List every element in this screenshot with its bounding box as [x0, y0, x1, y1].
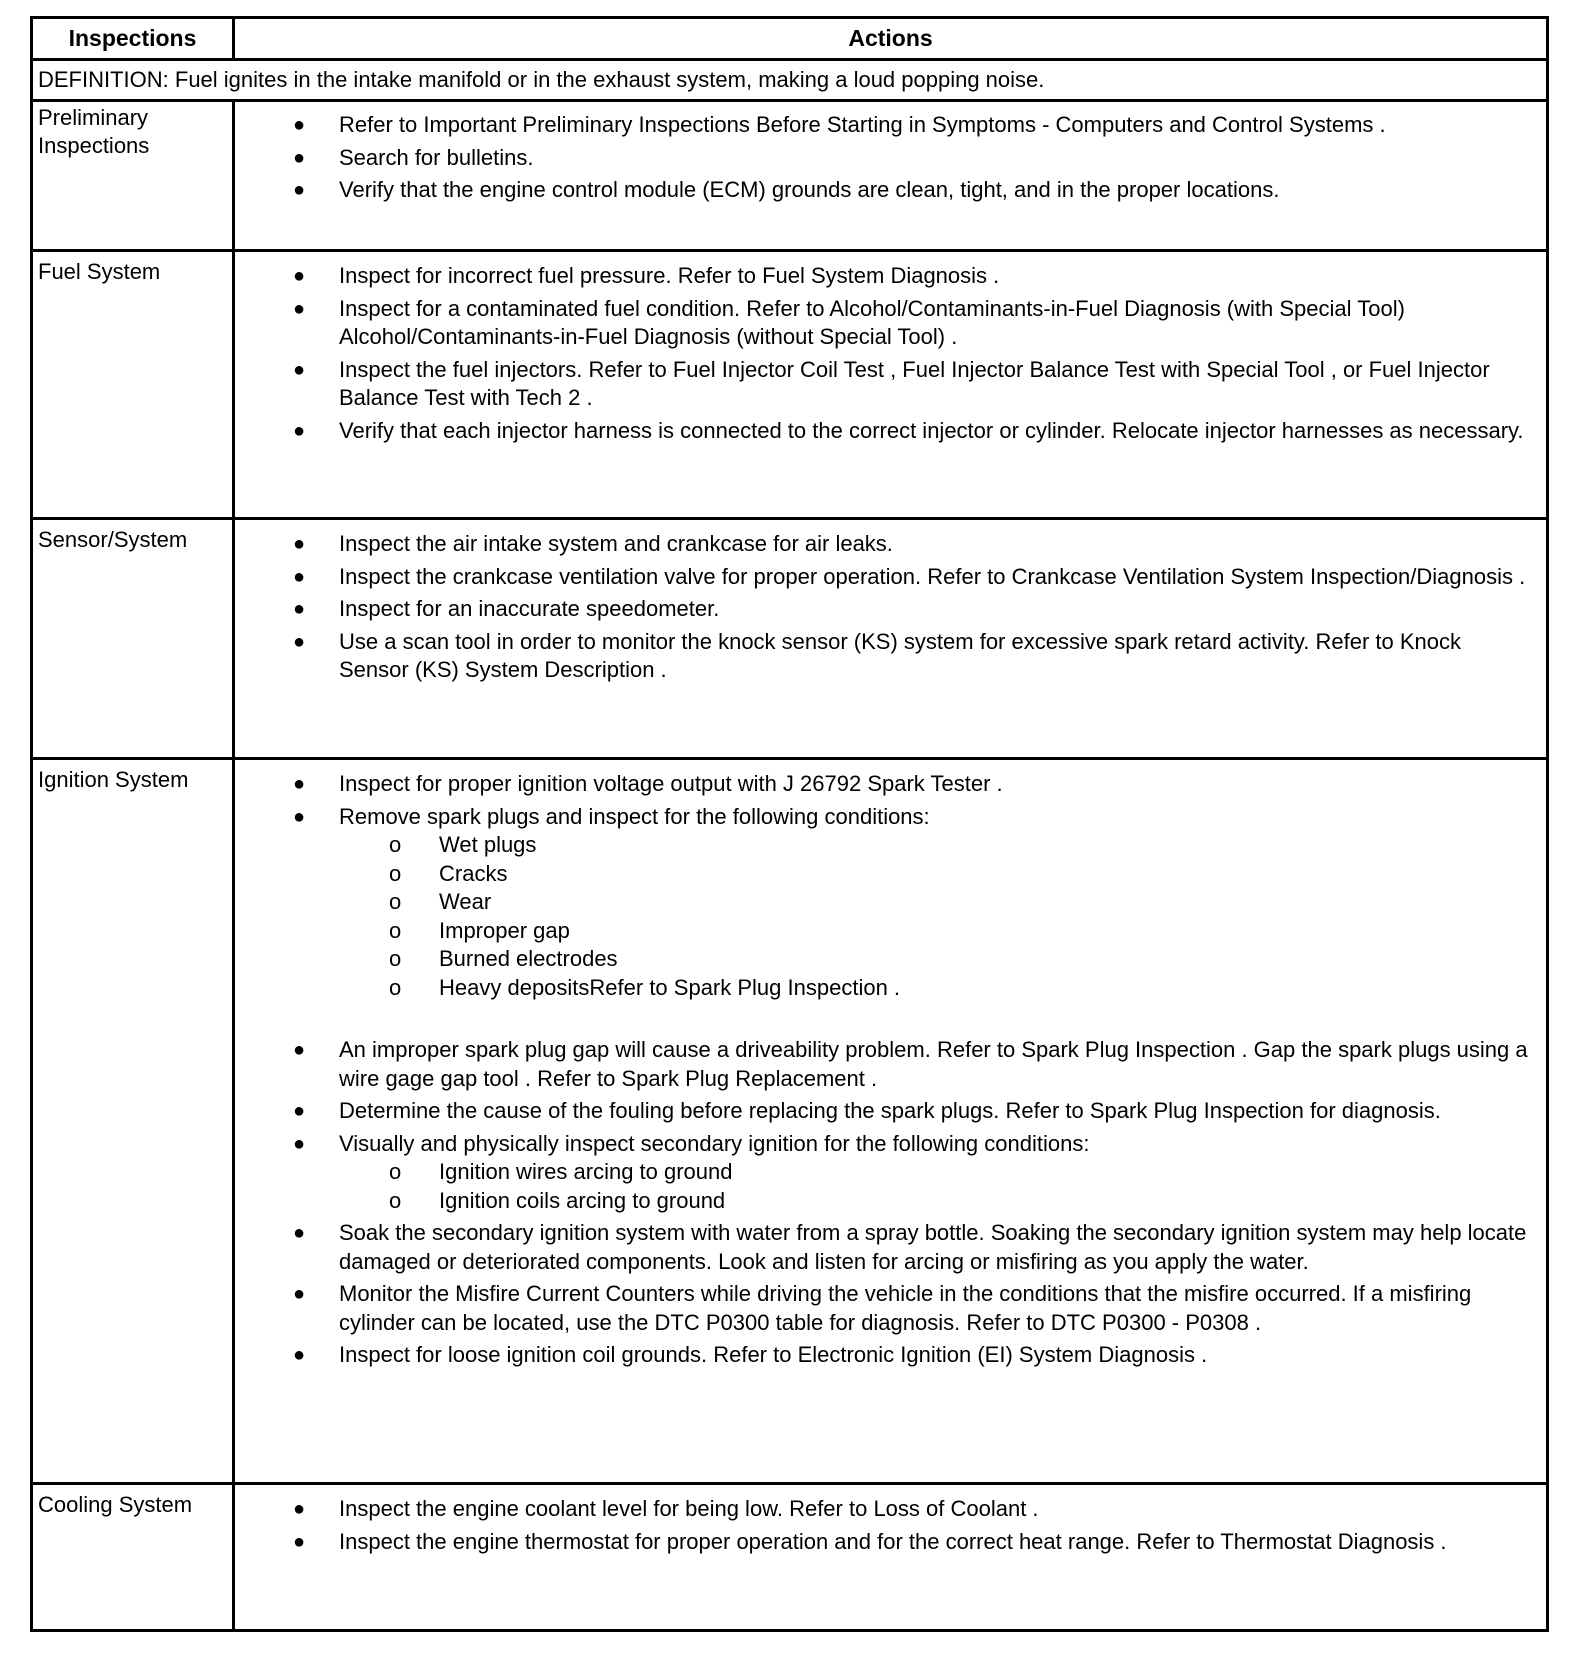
action-list [235, 111, 1534, 205]
inspection-cell: Preliminary Inspections [32, 101, 234, 251]
list-item: ● Visually and physically inspect secondary ignition for the following conditions: o Ignition wires arcing to ground o Ignition coils arcing to ground [235, 1130, 1534, 1216]
action-list [235, 262, 1534, 445]
sub-bullet-icon: o [389, 946, 402, 971]
bullet-icon: ● [293, 265, 306, 287]
sub-bullet-icon: o [389, 1159, 402, 1184]
sub-bullet-icon: o [389, 1187, 402, 1213]
bullet-icon: ● [293, 533, 306, 555]
bullet-icon: ● [293, 805, 306, 828]
list-item: ● Inspect the engine coolant level for being low. Refer to Loss of Coolant . [235, 1495, 1534, 1524]
bullet-icon: ● [293, 598, 306, 620]
inspection-cell: Cooling System [32, 1484, 234, 1631]
list-item: ● Inspect the air intake system and crankcase for air leaks. [235, 530, 1534, 559]
inspection-cell: Sensor/System [32, 519, 234, 759]
list-item: ● Determine the cause of the fouling before replacing the spark plugs. Refer to Spark Plug Inspection for diagnosis. [235, 1097, 1534, 1126]
list-item: ● Inspect for incorrect fuel pressure. Refer to Fuel System Diagnosis . [235, 262, 1534, 291]
actions-cell [234, 101, 1548, 251]
list-item: o Wet plugs [339, 831, 1534, 860]
bullet-icon: ● [293, 1222, 306, 1244]
bullet-icon: ● [293, 114, 306, 136]
action-list [235, 530, 1534, 685]
definition-text: DEFINITION: Fuel ignites in the intake manifold or in the exhaust system, making a loud popping noise. [32, 60, 1548, 101]
plug-condition-list [339, 831, 1534, 1002]
actions-cell [234, 1484, 1548, 1631]
bullet-icon: ● [293, 1530, 306, 1553]
symptom-table [30, 16, 1549, 1632]
action-list [235, 1495, 1534, 1556]
sub-bullet-icon: o [389, 832, 402, 857]
bullet-icon: ● [293, 1132, 306, 1155]
list-item: ● Monitor the Misfire Current Counters while driving the vehicle in the conditions that the misfire occurred. If a misfiring cylinder can be located, use the DTC P0300 table for diagnosis. Refer to DTC P0300 - P0308 . [293, 1281, 1472, 1335]
list-item: o Ignition wires arcing to ground [339, 1158, 1534, 1187]
actions-cell [234, 251, 1548, 519]
actions-cell [234, 519, 1548, 759]
bullet-icon: ● [293, 1498, 306, 1520]
list-item: ● Refer to Important Preliminary Inspections Before Starting in Symptoms - Computers and Control Systems . [235, 111, 1534, 140]
action-list [235, 770, 1534, 1370]
definition-row [32, 60, 1548, 101]
bullet-icon: ● [293, 1100, 306, 1122]
header-actions: Actions [234, 18, 1548, 60]
bullet-icon: ● [293, 1039, 306, 1061]
bullet-icon: ● [293, 1283, 306, 1305]
table-row [32, 519, 1548, 759]
bullet-icon: ● [293, 565, 306, 588]
sub-bullet-icon: o [389, 860, 402, 886]
list-item: ● Use a scan tool in order to monitor the knock sensor (KS) system for excessive spark retard activity. Refer to Knock Sensor (KS) System Description . [293, 628, 1462, 682]
list-item: ● Inspect the engine thermostat for proper operation and for the correct heat range. Refer to Thermostat Diagnosis . [235, 1528, 1534, 1557]
list-item: ● Inspect for a contaminated fuel condition. Refer to Alcohol/Contaminants-in-Fuel Diagnosis (with Special Tool) Alcohol/Contaminants-in-Fuel Diagnosis (without Special Tool) . [293, 295, 1405, 349]
list-item: o Wear [339, 888, 1534, 917]
list-item: o Heavy depositsRefer to Spark Plug Inspection . [339, 974, 1534, 1003]
list-item: o Ignition coils arcing to ground [339, 1187, 1534, 1216]
list-item: ● Remove spark plugs and inspect for the following conditions: o Wet plugs o Cracks o Wear o Improper gap o Burned electrodes o Heavy depositsRefer to Spark Plug Inspection . [235, 803, 1534, 1033]
header-row [32, 18, 1548, 60]
bullet-icon: ● [293, 630, 306, 653]
list-item: ● Search for bulletins. [235, 144, 1534, 173]
bullet-icon: ● [293, 297, 306, 320]
bullet-icon: ● [293, 1344, 306, 1366]
list-item: o Improper gap [339, 917, 1534, 946]
inspection-cell: Fuel System [32, 251, 234, 519]
bullet-icon: ● [293, 146, 306, 169]
table-row [32, 251, 1548, 519]
bullet-icon: ● [293, 419, 306, 442]
list-item: o Burned electrodes [339, 945, 1534, 974]
sub-bullet-icon: o [389, 917, 402, 943]
header-inspections: Inspections [32, 18, 234, 60]
list-item: o Cracks [339, 860, 1534, 889]
list-item: ● Inspect the fuel injectors. Refer to Fuel Injector Coil Test , Fuel Injector Balance Test with Special Tool , or Fuel Injector Balance Test with Tech 2 . [293, 356, 1490, 410]
bullet-icon: ● [293, 179, 306, 201]
inspection-cell: Ignition System [32, 759, 234, 1484]
table-row [32, 1484, 1548, 1631]
table-row [32, 101, 1548, 251]
list-item: ● Inspect the crankcase ventilation valve for proper operation. Refer to Crankcase Ventilation System Inspection/Diagnosis . [235, 563, 1534, 592]
list-item: ● Soak the secondary ignition system with water from a spray bottle. Soaking the secondary ignition system may help locate damaged or deteriorated components. Look and listen for arcing or misfiring as you apply the water. [293, 1220, 1527, 1274]
list-item: ● Verify that the engine control module (ECM) grounds are clean, tight, and in the proper locations. [235, 176, 1534, 205]
list-item: ● Verify that each injector harness is connected to the correct injector or cylinder. Relocate injector harnesses as necessary. [235, 417, 1534, 446]
bullet-icon: ● [293, 773, 306, 795]
list-item: ● Inspect for an inaccurate speedometer. [235, 595, 1534, 624]
list-item: ● Inspect for proper ignition voltage output with J 26792 Spark Tester . [235, 770, 1534, 799]
sub-bullet-icon: o [389, 889, 402, 914]
secondary-condition-list [339, 1158, 1534, 1215]
actions-cell [234, 759, 1548, 1484]
table-row [32, 759, 1548, 1484]
bullet-icon: ● [293, 358, 306, 381]
list-item: ● Inspect for loose ignition coil grounds. Refer to Electronic Ignition (EI) System Diagnosis . [235, 1341, 1534, 1370]
list-item: ● An improper spark plug gap will cause a driveability problem. Refer to Spark Plug Inspection . Gap the spark plugs using a wire gage gap tool . Refer to Spark Plug Replacement . [293, 1037, 1528, 1091]
sub-bullet-icon: o [389, 974, 402, 1000]
